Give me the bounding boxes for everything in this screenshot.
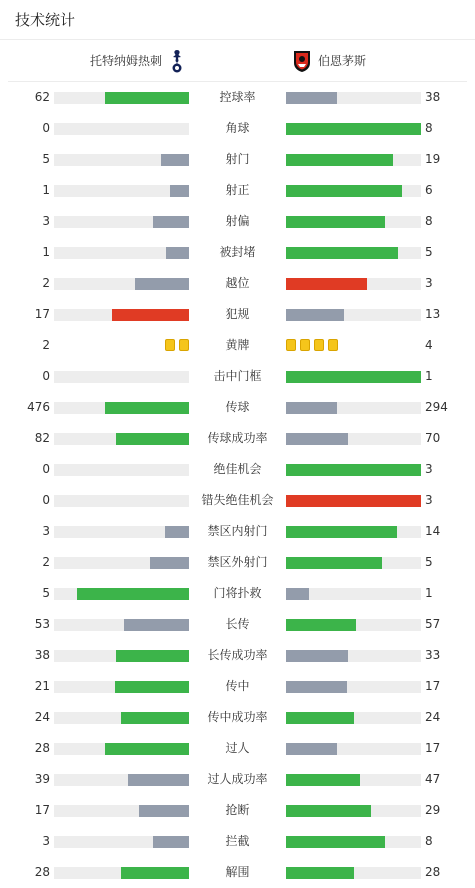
spurs-crest-icon: [170, 48, 184, 74]
stat-label: 传中成功率: [207, 710, 268, 724]
away-bar-track: [286, 247, 421, 259]
home-bar: [105, 402, 189, 414]
home-value: 53: [34, 617, 50, 631]
home-value: 38: [34, 648, 50, 662]
stat-row: [0, 454, 475, 485]
away-bar-track: [286, 402, 421, 414]
away-bar: [286, 185, 402, 197]
away-bar: [286, 867, 354, 879]
home-bar-track: [54, 371, 189, 383]
away-bar-track: [286, 588, 421, 600]
stat-row: [0, 175, 475, 206]
home-value: 17: [34, 803, 50, 817]
stat-label: 禁区内射门: [207, 524, 268, 538]
stat-row: [0, 206, 475, 237]
home-bar-track: [54, 278, 189, 290]
away-bar: [286, 371, 421, 383]
away-bar-track: [286, 309, 421, 321]
away-bar-track: [286, 185, 421, 197]
stat-label: 抢断: [225, 803, 250, 817]
away-value: 8: [425, 214, 433, 228]
stat-row: [0, 392, 475, 423]
home-bar: [128, 774, 189, 786]
home-value: 5: [42, 152, 50, 166]
away-value: 24: [425, 710, 441, 724]
away-value: 17: [425, 741, 441, 755]
home-bar-track: [54, 588, 189, 600]
stat-row: [0, 299, 475, 330]
stat-label: 传中: [225, 679, 250, 693]
stat-label: 被封堵: [219, 245, 256, 259]
home-value: 5: [42, 586, 50, 600]
home-bar: [77, 588, 189, 600]
away-bar-track: [286, 743, 421, 755]
home-value: 82: [34, 431, 50, 445]
home-bar: [116, 433, 189, 445]
home-bar-track: [54, 185, 189, 197]
stat-row: [0, 764, 475, 795]
away-bar: [286, 154, 393, 166]
away-value: 8: [425, 121, 433, 135]
away-value: 33: [425, 648, 441, 662]
stat-row: [0, 547, 475, 578]
away-value: 3: [425, 462, 433, 476]
away-value: 3: [425, 276, 433, 290]
home-bar-track: [54, 247, 189, 259]
stat-label: 越位: [225, 276, 250, 290]
stat-label: 传球: [225, 400, 250, 414]
stat-label: 犯规: [225, 307, 250, 321]
away-bar: [286, 92, 337, 104]
away-bar-track: [286, 712, 421, 724]
away-bar: [286, 526, 397, 538]
stat-row: [0, 330, 475, 361]
away-bar-track: [286, 650, 421, 662]
away-bar: [286, 216, 385, 228]
home-bar: [121, 712, 189, 724]
away-value: 29: [425, 803, 441, 817]
stat-row: [0, 795, 475, 826]
home-bar-track: [54, 464, 189, 476]
home-bar: [170, 185, 189, 197]
teams-bar: [8, 40, 467, 82]
home-bar-track: [54, 557, 189, 569]
away-value: 3: [425, 493, 433, 507]
away-value: 5: [425, 245, 433, 259]
stat-label: 禁区外射门: [207, 555, 268, 569]
away-bar-track: [286, 805, 421, 817]
home-bar: [166, 247, 189, 259]
home-bar: [124, 619, 189, 631]
home-bar: [153, 836, 189, 848]
home-value: 21: [34, 679, 50, 693]
away-bar-track: [286, 92, 421, 104]
stat-row: [0, 516, 475, 547]
stat-label: 长传: [225, 617, 250, 631]
stat-row: [0, 113, 475, 144]
away-bar: [286, 464, 421, 476]
home-value: 3: [42, 834, 50, 848]
away-value: 17: [425, 679, 441, 693]
stat-label: 绝佳机会: [213, 462, 262, 476]
away-value: 14: [425, 524, 441, 538]
stat-label: 过人: [225, 741, 250, 755]
stat-label: 射门: [225, 152, 250, 166]
home-bar: [139, 805, 189, 817]
home-bar-track: [54, 123, 189, 135]
stat-row: [0, 578, 475, 609]
away-bar: [286, 278, 367, 290]
home-value: 24: [34, 710, 50, 724]
home-bar-track: [54, 867, 189, 879]
away-bar-track: [286, 495, 421, 507]
stat-label: 击中门框: [213, 369, 262, 383]
home-bar: [161, 154, 189, 166]
home-team-name: 托特纳姆热刺: [90, 54, 163, 68]
away-bar-track: [286, 123, 421, 135]
away-value: 8: [425, 834, 433, 848]
stat-row: [0, 423, 475, 454]
home-value: 1: [42, 183, 50, 197]
away-bar: [286, 247, 398, 259]
away-value: 19: [425, 152, 441, 166]
stat-label: 错失绝佳机会: [201, 493, 274, 507]
home-bar-track: [54, 650, 189, 662]
yellow-card-icon: [314, 339, 324, 351]
home-bar-track: [54, 216, 189, 228]
home-bar-track: [54, 402, 189, 414]
home-bar-track: [54, 774, 189, 786]
home-yellow-cards: [165, 339, 189, 353]
home-value: 17: [34, 307, 50, 321]
stat-row: [0, 82, 475, 113]
stat-label: 角球: [225, 121, 250, 135]
home-bar: [116, 650, 189, 662]
bournemouth-crest-icon: [292, 49, 312, 73]
home-value: 0: [42, 369, 50, 383]
home-value: 28: [34, 865, 50, 879]
away-team[interactable]: [292, 40, 366, 81]
away-bar: [286, 681, 347, 693]
home-bar: [115, 681, 189, 693]
away-value: 1: [425, 586, 433, 600]
away-bar-track: [286, 619, 421, 631]
home-bar-track: [54, 712, 189, 724]
away-bar: [286, 402, 337, 414]
stat-label: 控球率: [219, 90, 256, 104]
stat-row: [0, 361, 475, 392]
home-value: 0: [42, 493, 50, 507]
away-value: 28: [425, 865, 441, 879]
stat-label: 长传成功率: [207, 648, 268, 662]
home-bar: [105, 92, 189, 104]
away-bar: [286, 743, 337, 755]
away-bar: [286, 650, 348, 662]
away-bar: [286, 712, 354, 724]
home-value: 0: [42, 462, 50, 476]
stat-row: [0, 733, 475, 764]
away-bar-track: [286, 371, 421, 383]
home-bar-track: [54, 743, 189, 755]
home-bar: [165, 526, 189, 538]
away-bar: [286, 309, 344, 321]
yellow-card-icon: [286, 339, 296, 351]
away-bar-track: [286, 526, 421, 538]
yellow-card-icon: [179, 339, 189, 351]
yellow-card-icon: [300, 339, 310, 351]
home-bar-track: [54, 805, 189, 817]
away-bar: [286, 805, 371, 817]
away-bar-track: [286, 216, 421, 228]
home-bar: [121, 867, 189, 879]
away-value: 57: [425, 617, 441, 631]
home-bar-track: [54, 309, 189, 321]
yellow-card-icon: [165, 339, 175, 351]
stats-list: [0, 82, 475, 888]
home-value: 1: [42, 245, 50, 259]
away-bar: [286, 433, 348, 445]
away-bar-track: [286, 557, 421, 569]
stat-label: 门将扑救: [213, 586, 262, 600]
away-bar: [286, 123, 421, 135]
away-bar: [286, 619, 356, 631]
home-value: 0: [42, 121, 50, 135]
away-bar: [286, 588, 309, 600]
home-bar-track: [54, 836, 189, 848]
away-yellow-cards: [286, 339, 338, 353]
away-bar-track: [286, 774, 421, 786]
home-bar: [105, 743, 189, 755]
stat-label: 射偏: [225, 214, 250, 228]
stat-row: [0, 671, 475, 702]
stat-row: [0, 609, 475, 640]
page-title: 技术统计: [15, 11, 76, 29]
stat-label: 黄牌: [225, 338, 250, 352]
stat-row: [0, 485, 475, 516]
home-team[interactable]: [90, 40, 184, 81]
away-bar-track: [286, 836, 421, 848]
stat-row: [0, 826, 475, 857]
home-value: 39: [34, 772, 50, 786]
home-value: 28: [34, 741, 50, 755]
stat-label: 传球成功率: [207, 431, 268, 445]
away-bar: [286, 557, 382, 569]
away-value: 70: [425, 431, 441, 445]
home-bar: [153, 216, 189, 228]
stats-header: [0, 0, 475, 40]
away-bar-track: [286, 433, 421, 445]
away-bar: [286, 774, 360, 786]
away-value: 6: [425, 183, 433, 197]
home-value: 3: [42, 524, 50, 538]
away-value: 1: [425, 369, 433, 383]
home-bar-track: [54, 433, 189, 445]
home-bar-track: [54, 495, 189, 507]
home-value: 2: [42, 276, 50, 290]
stat-row: [0, 640, 475, 671]
away-bar: [286, 836, 385, 848]
stat-row: [0, 857, 475, 888]
away-bar-track: [286, 681, 421, 693]
away-bar-track: [286, 464, 421, 476]
home-value: 2: [42, 338, 50, 352]
home-bar-track: [54, 619, 189, 631]
home-bar: [150, 557, 189, 569]
away-value: 5: [425, 555, 433, 569]
away-team-name: 伯恩茅斯: [318, 54, 367, 68]
stat-label: 解围: [225, 865, 250, 879]
home-value: 62: [34, 90, 50, 104]
stat-label: 射正: [225, 183, 250, 197]
away-bar-track: [286, 278, 421, 290]
away-bar: [286, 495, 421, 507]
home-value: 2: [42, 555, 50, 569]
away-value: 4: [425, 338, 433, 352]
home-value: 3: [42, 214, 50, 228]
home-bar-track: [54, 92, 189, 104]
stat-label: 过人成功率: [207, 772, 268, 786]
stat-row: [0, 144, 475, 175]
away-bar-track: [286, 867, 421, 879]
stat-row: [0, 237, 475, 268]
away-value: 294: [425, 400, 448, 414]
stat-label: 拦截: [225, 834, 250, 848]
home-value: 476: [27, 400, 50, 414]
home-bar-track: [54, 526, 189, 538]
home-bar-track: [54, 154, 189, 166]
away-value: 13: [425, 307, 441, 321]
away-value: 38: [425, 90, 441, 104]
stat-row: [0, 268, 475, 299]
away-bar-track: [286, 154, 421, 166]
stat-row: [0, 702, 475, 733]
home-bar: [135, 278, 189, 290]
home-bar-track: [54, 681, 189, 693]
home-bar: [112, 309, 189, 321]
yellow-card-icon: [328, 339, 338, 351]
away-value: 47: [425, 772, 441, 786]
